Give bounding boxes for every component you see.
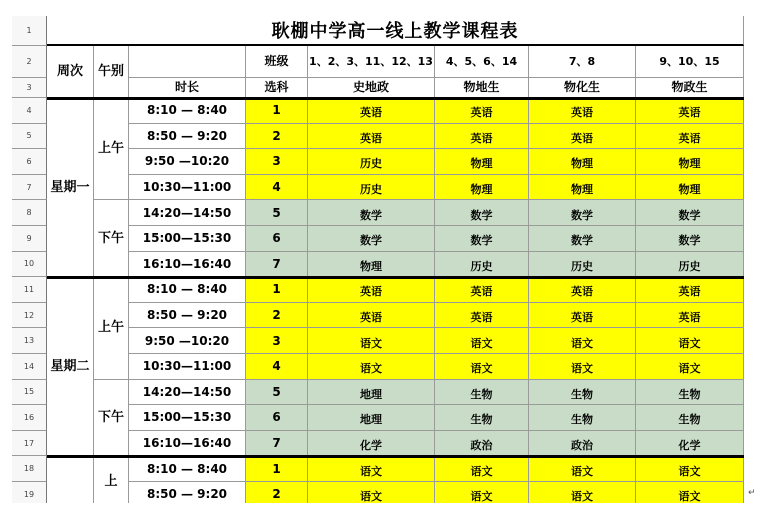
subject-cell[interactable]: 数学 xyxy=(636,226,744,252)
period-number: 6 xyxy=(246,226,308,252)
period-number: 6 xyxy=(246,405,308,431)
row-number[interactable]: 8 xyxy=(12,200,47,226)
class-time: 9:50 —10:20 xyxy=(129,328,246,354)
subject-cell[interactable]: 英语 xyxy=(435,124,529,150)
header-class-group: 4、5、6、14 xyxy=(435,46,529,78)
subject-cell[interactable]: 物理 xyxy=(529,149,636,175)
header-period: 午别 xyxy=(94,46,129,98)
page-title: 耿棚中学高一线上教学课程表 xyxy=(47,16,744,46)
row-number[interactable]: 16 xyxy=(12,405,47,431)
subject-cell[interactable]: 历史 xyxy=(308,149,435,175)
subject-cell[interactable]: 物理 xyxy=(308,252,435,278)
subject-cell[interactable]: 数学 xyxy=(529,200,636,226)
period-number: 1 xyxy=(246,456,308,482)
row-number[interactable]: 17 xyxy=(12,431,47,457)
subject-cell[interactable]: 化学 xyxy=(636,431,744,457)
subject-cell[interactable]: 英语 xyxy=(529,98,636,124)
header-elective: 选科 xyxy=(246,78,308,98)
header-blank xyxy=(129,46,246,78)
class-time: 8:10 — 8:40 xyxy=(129,456,246,482)
subject-cell[interactable]: 英语 xyxy=(308,124,435,150)
class-time: 10:30—11:00 xyxy=(129,175,246,201)
subject-cell[interactable]: 英语 xyxy=(636,303,744,329)
period-number: 2 xyxy=(246,303,308,329)
subject-cell[interactable]: 语文 xyxy=(636,482,744,503)
subject-cell[interactable]: 地理 xyxy=(308,405,435,431)
subject-cell[interactable]: 政治 xyxy=(529,431,636,457)
weekday-label xyxy=(47,456,94,503)
subject-cell[interactable]: 地理 xyxy=(308,380,435,406)
subject-cell[interactable]: 语文 xyxy=(636,456,744,482)
subject-cell[interactable]: 英语 xyxy=(636,124,744,150)
row-number[interactable]: 6 xyxy=(12,149,47,175)
day-divider xyxy=(47,276,744,279)
period-number: 5 xyxy=(246,200,308,226)
subject-cell[interactable]: 英语 xyxy=(308,277,435,303)
header-elective-group: 物地生 xyxy=(435,78,529,98)
subject-cell[interactable]: 历史 xyxy=(435,252,529,278)
subject-cell[interactable]: 数学 xyxy=(636,200,744,226)
subject-cell[interactable]: 历史 xyxy=(529,252,636,278)
subject-cell[interactable]: 语文 xyxy=(435,354,529,380)
subject-cell[interactable]: 生物 xyxy=(529,380,636,406)
subject-cell[interactable]: 物理 xyxy=(636,149,744,175)
period-number: 7 xyxy=(246,252,308,278)
row-number[interactable]: 1 xyxy=(12,16,47,46)
period-number: 3 xyxy=(246,149,308,175)
subject-cell[interactable]: 生物 xyxy=(435,380,529,406)
subject-cell[interactable]: 英语 xyxy=(529,277,636,303)
half-day-label: 上午 xyxy=(94,277,129,379)
subject-cell[interactable]: 物理 xyxy=(529,175,636,201)
period-number: 5 xyxy=(246,380,308,406)
class-time: 8:50 — 9:20 xyxy=(129,124,246,150)
subject-cell[interactable]: 语文 xyxy=(308,354,435,380)
subject-cell[interactable]: 物理 xyxy=(636,175,744,201)
subject-cell[interactable]: 语文 xyxy=(308,328,435,354)
row-number[interactable]: 14 xyxy=(12,354,47,380)
subject-cell[interactable]: 英语 xyxy=(636,277,744,303)
header-class: 班级 xyxy=(246,46,308,78)
row-number[interactable]: 2 xyxy=(12,46,47,78)
row-number[interactable]: 10 xyxy=(12,252,47,278)
subject-cell[interactable]: 生物 xyxy=(529,405,636,431)
class-time: 8:10 — 8:40 xyxy=(129,277,246,303)
weekday-label: 星期一 xyxy=(47,98,94,277)
class-time: 15:00—15:30 xyxy=(129,226,246,252)
half-day-label: 上 xyxy=(94,456,129,503)
subject-cell[interactable]: 语文 xyxy=(529,328,636,354)
header-class-group: 7、8 xyxy=(529,46,636,78)
class-time: 16:10—16:40 xyxy=(129,431,246,457)
period-number: 1 xyxy=(246,98,308,124)
period-number: 2 xyxy=(246,482,308,503)
header-class-group: 9、10、15 xyxy=(636,46,744,78)
subject-cell[interactable]: 语文 xyxy=(435,328,529,354)
subject-cell[interactable]: 英语 xyxy=(636,98,744,124)
subject-cell[interactable]: 历史 xyxy=(636,252,744,278)
subject-cell[interactable]: 物理 xyxy=(435,175,529,201)
subject-cell[interactable]: 数学 xyxy=(435,200,529,226)
paragraph-mark: ↵ xyxy=(748,488,756,498)
subject-cell[interactable]: 数学 xyxy=(529,226,636,252)
subject-cell[interactable]: 语文 xyxy=(636,354,744,380)
period-number: 3 xyxy=(246,328,308,354)
subject-cell[interactable]: 英语 xyxy=(435,277,529,303)
subject-cell[interactable]: 化学 xyxy=(308,431,435,457)
subject-cell[interactable]: 数学 xyxy=(308,200,435,226)
day-divider xyxy=(47,97,744,100)
subject-cell[interactable]: 生物 xyxy=(435,405,529,431)
subject-cell[interactable]: 数学 xyxy=(435,226,529,252)
subject-cell[interactable]: 历史 xyxy=(308,175,435,201)
weekday-label: 星期二 xyxy=(47,277,94,456)
subject-cell[interactable]: 英语 xyxy=(308,98,435,124)
subject-cell[interactable]: 语文 xyxy=(435,482,529,503)
period-number: 1 xyxy=(246,277,308,303)
subject-cell[interactable]: 语文 xyxy=(308,482,435,503)
row-number[interactable]: 12 xyxy=(12,303,47,329)
row-number[interactable]: 13 xyxy=(12,328,47,354)
subject-cell[interactable]: 英语 xyxy=(435,98,529,124)
header-class-group: 1、2、3、11、12、13 xyxy=(308,46,435,78)
class-time: 8:50 — 9:20 xyxy=(129,303,246,329)
class-time: 15:00—15:30 xyxy=(129,405,246,431)
row-number[interactable]: 3 xyxy=(12,78,47,98)
row-number[interactable]: 9 xyxy=(12,226,47,252)
row-number[interactable]: 11 xyxy=(12,277,47,303)
class-time: 8:10 — 8:40 xyxy=(129,98,246,124)
class-time: 9:50 —10:20 xyxy=(129,149,246,175)
class-time: 14:20—14:50 xyxy=(129,380,246,406)
header-duration: 时长 xyxy=(129,78,246,98)
row-number[interactable]: 19 xyxy=(12,482,47,503)
period-number: 4 xyxy=(246,354,308,380)
subject-cell[interactable]: 数学 xyxy=(308,226,435,252)
subject-cell[interactable]: 英语 xyxy=(435,303,529,329)
class-time: 16:10—16:40 xyxy=(129,252,246,278)
half-day-label: 下午 xyxy=(94,200,129,277)
subject-cell[interactable]: 英语 xyxy=(529,124,636,150)
subject-cell[interactable]: 语文 xyxy=(529,456,636,482)
subject-cell[interactable]: 政治 xyxy=(435,431,529,457)
half-day-label: 下午 xyxy=(94,380,129,457)
class-time: 14:20—14:50 xyxy=(129,200,246,226)
row-number[interactable]: 4 xyxy=(12,98,47,124)
subject-cell[interactable]: 语文 xyxy=(435,456,529,482)
period-number: 2 xyxy=(246,124,308,150)
subject-cell[interactable]: 物理 xyxy=(435,149,529,175)
header-elective-group: 物化生 xyxy=(529,78,636,98)
subject-cell[interactable]: 英语 xyxy=(529,303,636,329)
class-time: 10:30—11:00 xyxy=(129,354,246,380)
half-day-label: 上午 xyxy=(94,98,129,200)
subject-cell[interactable]: 语文 xyxy=(308,456,435,482)
day-divider xyxy=(47,455,744,458)
subject-cell[interactable]: 语文 xyxy=(636,328,744,354)
header-elective-group: 物政生 xyxy=(636,78,744,98)
subject-cell[interactable]: 语文 xyxy=(529,354,636,380)
class-time: 8:50 — 9:20 xyxy=(129,482,246,503)
period-number: 4 xyxy=(246,175,308,201)
period-number: 7 xyxy=(246,431,308,457)
timetable-sheet xyxy=(12,16,744,503)
row-number[interactable]: 15 xyxy=(12,380,47,406)
header-elective-group: 史地政 xyxy=(308,78,435,98)
row-number[interactable]: 7 xyxy=(12,175,47,201)
subject-cell[interactable]: 语文 xyxy=(529,482,636,503)
subject-cell[interactable]: 英语 xyxy=(308,303,435,329)
subject-cell[interactable]: 生物 xyxy=(636,380,744,406)
row-number[interactable]: 5 xyxy=(12,124,47,150)
subject-cell[interactable]: 生物 xyxy=(636,405,744,431)
header-week: 周次 xyxy=(47,46,94,98)
row-number[interactable]: 18 xyxy=(12,456,47,482)
